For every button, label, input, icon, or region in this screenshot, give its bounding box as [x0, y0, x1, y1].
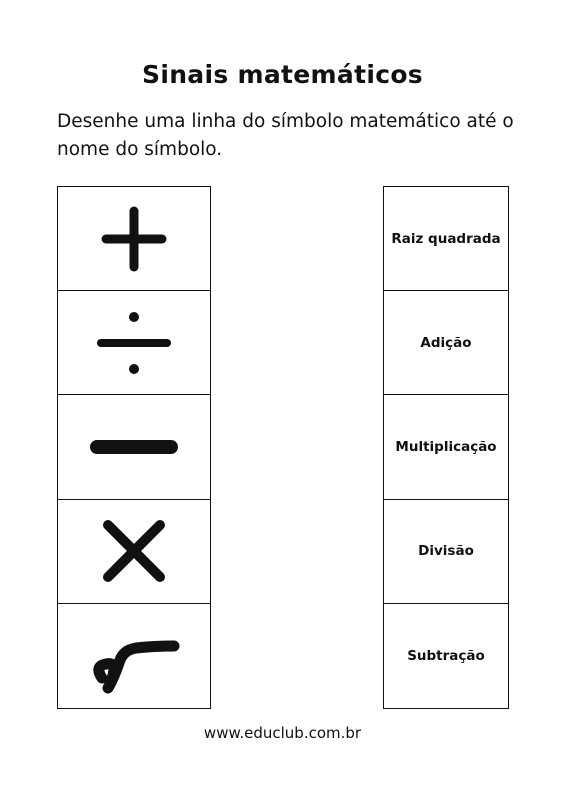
name-cell-2[interactable]: [384, 291, 508, 395]
name-cell-4[interactable]: [384, 500, 508, 604]
symbol-cell-division[interactable]: [58, 291, 210, 395]
symbols-column: [57, 186, 211, 709]
division-icon: [89, 303, 179, 383]
name-cell-1[interactable]: [384, 187, 508, 291]
names-column: [383, 186, 509, 709]
page-title: Sinais matemáticos: [142, 60, 423, 89]
symbol-cell-multiplication[interactable]: [58, 500, 210, 604]
square-root-icon: [84, 616, 184, 696]
multiplication-icon: [94, 511, 174, 591]
symbol-cell-plus[interactable]: [58, 187, 210, 291]
name-cell-3[interactable]: [384, 395, 508, 499]
symbol-cell-square-root[interactable]: [58, 604, 210, 708]
symbol-name-label: Subtração: [407, 647, 485, 664]
symbol-name-label: Adição: [420, 334, 472, 351]
footer-url: www.educlub.com.br: [203, 724, 362, 742]
minus-icon: [89, 427, 179, 467]
name-cell-5[interactable]: [384, 604, 508, 708]
symbol-name-label: Raiz quadrada: [391, 230, 501, 247]
symbol-name-label: Multiplicação: [395, 438, 497, 455]
plus-icon: [94, 199, 174, 279]
symbol-name-label: Divisão: [418, 543, 474, 560]
instructions-text: Desenhe uma linha do símbolo matemático até o nome do símbolo.: [57, 111, 514, 160]
symbol-cell-minus[interactable]: [58, 395, 210, 499]
